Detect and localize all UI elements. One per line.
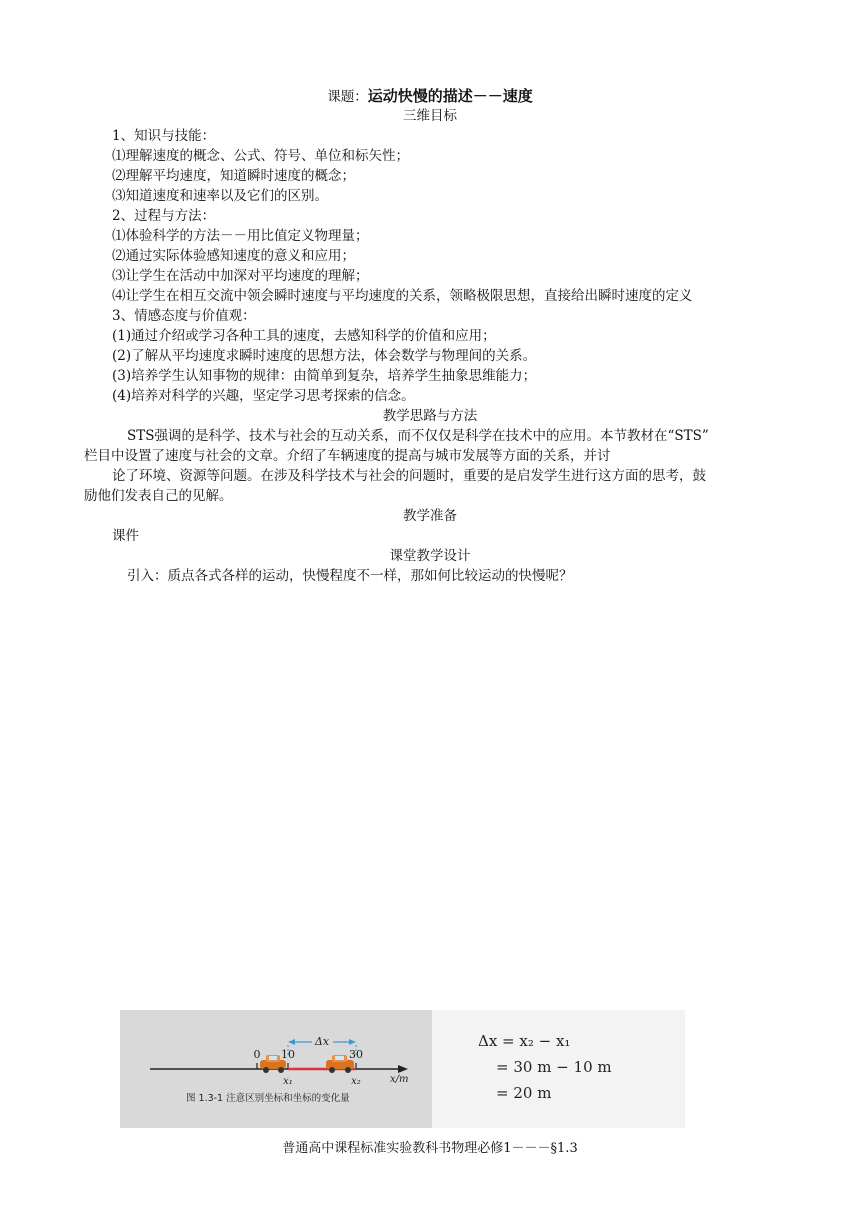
- goal-item: ⑵理解平均速度，知道瞬时速度的概念；: [112, 168, 355, 184]
- goal-item: ⑶知道速度和速率以及它们的区别。: [112, 188, 328, 204]
- tick-label-10: 10: [281, 1048, 295, 1061]
- title-prefix: 课题：: [327, 89, 368, 105]
- goal-item: (3)培养学生认知事物的规律：由简单到复杂，培养学生抽象思维能力；: [112, 368, 537, 384]
- delta-arrowhead-left: [288, 1039, 295, 1045]
- section-heading-preparation: 教学准备: [403, 508, 457, 524]
- goal-heading-attitude: 3、情感态度与价值观：: [112, 308, 256, 324]
- equation-line: = 30 m − 10 m: [496, 1058, 612, 1076]
- goal-item: (4)培养对科学的兴趣，坚定学习思考探索的信念。: [112, 388, 415, 404]
- approach-paragraph-line: 励他们发表自己的见解。: [84, 488, 233, 504]
- equation-line: Δx = x₂ − x₁: [478, 1032, 571, 1050]
- goal-item: ⑴体验科学的方法－－用比值定义物理量；: [112, 228, 369, 244]
- goal-item: ⑶让学生在活动中加深对平均速度的理解；: [112, 268, 369, 284]
- delta-arrowhead-right: [349, 1039, 356, 1045]
- goal-item: (2)了解从平均速度求瞬时速度的思想方法，体会数学与物理间的关系。: [112, 348, 537, 364]
- goal-item: ⑷让学生在相互交流中领会瞬时速度与平均速度的关系，领略极限思想，直接给出瞬时速度的定义: [112, 288, 693, 304]
- lesson-title: [0, 86, 860, 107]
- equation-line: = 20 m: [496, 1084, 552, 1102]
- x-axis-arrowhead: [398, 1065, 408, 1073]
- section-heading-design: 课堂教学设计: [389, 548, 471, 564]
- tick-label-30: 30: [349, 1048, 363, 1061]
- design-intro: 引入：质点各式各样的运动，快慢程度不一样，那如何比较运动的快慢呢？: [127, 568, 573, 584]
- textbook-figure: [120, 1010, 685, 1128]
- figure-caption: 图 1.3-1 注意区别坐标和坐标的变化量: [186, 1093, 350, 1104]
- tick-label-0: 0: [253, 1048, 261, 1061]
- page-footer: 普通高中课程标准实验教科书物理必修1－－－§1.3: [282, 1141, 578, 1156]
- subtitle: 三维目标: [403, 108, 457, 124]
- title-main: 运动快慢的描述－－速度: [367, 87, 533, 105]
- axis-unit-label: x/m: [390, 1074, 409, 1085]
- approach-paragraph-line: STS强调的是科学、技术与社会的互动关系，而不仅仅是科学在技术中的应用。本节教材在“STS”: [127, 428, 709, 444]
- approach-paragraph-line: 栏目中设置了速度与社会的文章。介绍了车辆速度的提高与城市发展等方面的关系，并讨: [84, 448, 611, 464]
- goal-item: ⑵通过实际体验感知速度的意义和应用；: [112, 248, 355, 264]
- car-1-label: x₁: [283, 1076, 293, 1087]
- goal-item: ⑴理解速度的概念、公式、符号、单位和标矢性；: [112, 148, 409, 164]
- goal-heading-knowledge: 1、知识与技能：: [112, 128, 216, 144]
- section-heading-approach: 教学思路与方法: [382, 408, 478, 424]
- goal-item: (1)通过介绍或学习各种工具的速度，去感知科学的价值和应用；: [112, 328, 496, 344]
- delta-x-label: Δx: [314, 1035, 330, 1048]
- goal-heading-process: 2、过程与方法：: [112, 208, 216, 224]
- preparation-item: 课件: [112, 528, 139, 544]
- approach-paragraph-line: 论了环境、资源等问题。在涉及科学技术与社会的问题时，重要的是启发学生进行这方面的思考，鼓: [112, 468, 706, 484]
- car-2-label: x₂: [351, 1076, 361, 1087]
